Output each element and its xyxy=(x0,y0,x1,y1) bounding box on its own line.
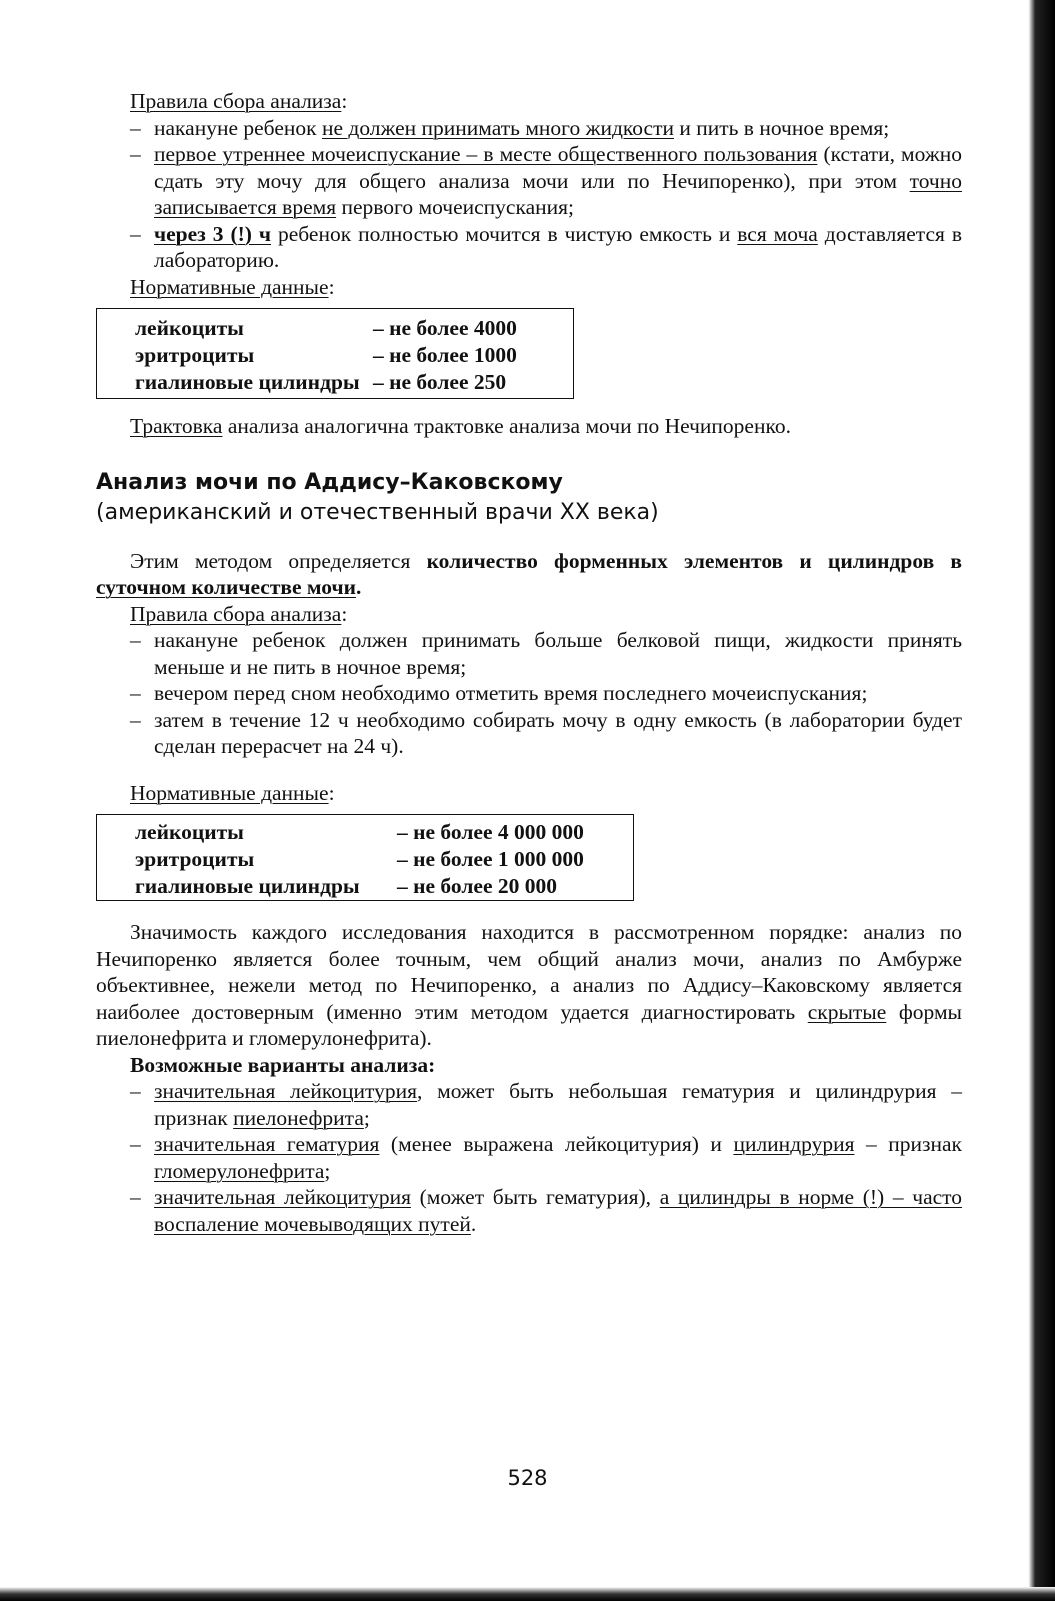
rule-item-5: – вечером перед сном необходимо отметить время последнего мочеиспускания; xyxy=(130,681,868,705)
rule-item-2: – первое утреннее мочеиспускание – в месте общественного пользования (кстати, можно сдать эту мочу для общего анализа мочи или по Нечипоренко), при этом точно записывается время первого мочеиспускания; xyxy=(130,142,962,219)
table-row: лейкоциты – не более 4000 xyxy=(135,316,517,340)
intro-paragraph: Этим методом определяется количество форменных элементов и цилиндров в суточном количестве мочи. xyxy=(96,548,963,599)
rule-item-1: – накануне ребенок не должен принимать много жидкости и пить в ночное время; xyxy=(130,115,890,140)
interpretation-line: Трактовка анализа аналогична трактовке анализа мочи по Нечипоренко. xyxy=(130,414,791,438)
page-number: 528 xyxy=(507,1466,548,1490)
page-content xyxy=(96,88,962,1237)
significance-paragraph: Значимость каждого исследования находится в рассмотренном порядке: анализ по Нечипоренко является более точным, чем общий анализ мочи, анализ по Амбурже объективнее, нежели метод по Нечипоренко, а анализ по Аддису–Каковскому является наиболее достоверным (именно этим методом удается диагностировать скрытые формы пиелонефрита и гломерулонефрита). xyxy=(96,920,962,1050)
rule-item-6: – затем в течение 12 ч необходимо собирать мочу в одну емкость (в лаборатории будет сделан перерасчет на 24 ч). xyxy=(130,707,962,758)
norm-table-1 xyxy=(96,308,574,399)
table-row: гиалиновые цилиндры – не более 250 xyxy=(135,370,507,394)
norm-heading-1: Нормативные данные: xyxy=(130,274,335,299)
variant-item-3: – значительная лейкоцитурия (может быть гематурия), а цилиндры в норме (!) – часто воспаление мочевыводящих путей. xyxy=(130,1185,963,1236)
section-title: Анализ мочи по Аддису–Каковскому xyxy=(96,469,563,495)
table-row: эритроциты – не более 1 000 000 xyxy=(135,847,584,871)
variant-item-2: – значительная гематурия (менее выражена лейкоцитурия) и цилиндрурия – признак гломерулонефрита; xyxy=(130,1132,962,1183)
table-row: эритроциты – не более 1000 xyxy=(135,343,517,367)
table-row: гиалиновые цилиндры – не более 20 000 xyxy=(135,874,558,898)
rules-heading-1: Правила сбора анализа: xyxy=(130,89,348,113)
rule-item-3: – через 3 (!) ч ребенок полностью мочится в чистую емкость и вся моча доставляется в лабораторию. xyxy=(130,221,962,272)
norm-table-2 xyxy=(96,814,634,901)
section-subtitle: (американский и отечественный врачи XX века) xyxy=(96,499,659,525)
variants-heading: Возможные варианты анализа: xyxy=(130,1052,436,1077)
scan-edge-right xyxy=(1011,0,1055,1601)
variant-item-1: – значительная лейкоцитурия, может быть небольшая гематурия и цилиндрурия – признак пиелонефрита; xyxy=(130,1079,963,1130)
norm-heading-2: Нормативные данные: xyxy=(130,780,335,805)
rules-heading-2: Правила сбора анализа: xyxy=(130,601,348,626)
rule-item-4: – накануне ребенок должен принимать больше белковой пищи, жидкости принять меньше и не пить в ночное время; xyxy=(130,628,962,679)
scan-edge-bottom xyxy=(0,1587,1055,1601)
table-row: лейкоциты – не более 4 000 000 xyxy=(135,820,584,844)
